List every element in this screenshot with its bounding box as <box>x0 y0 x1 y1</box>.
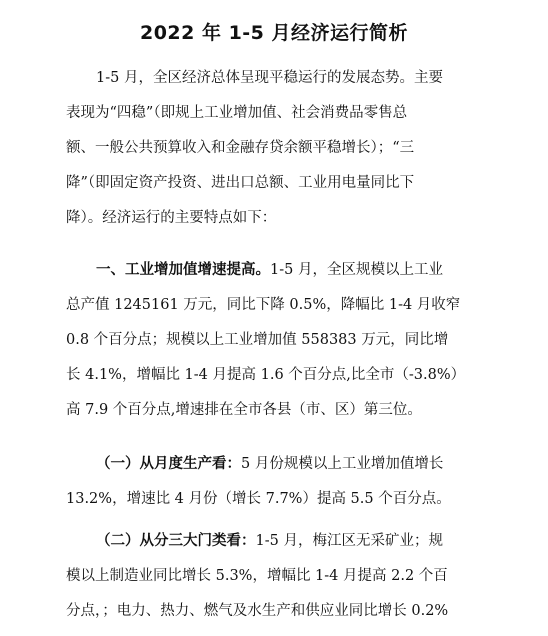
section-heading: 一、工业增加值增速提高。 <box>96 262 270 278</box>
intro-line: 降”（即固定资产投资、进出口总额、工业用电量同比下 <box>66 175 415 191</box>
section-line: 模以上制造业同比增长 5.3%，增幅比 1-4 月提高 2.2 个百 <box>66 568 448 584</box>
intro-line: 额、一般公共预算收入和金融存贷余额平稳增长）；“三 <box>66 140 415 156</box>
section-heading: （一）从月度生产看： <box>96 456 241 472</box>
section-line: 13.2%，增速比 4 月份（增长 7.7%）提高 5.5 个百分点。 <box>66 491 451 507</box>
section-three-categories <box>66 524 490 629</box>
section-first-line <box>66 524 490 559</box>
intro-line: 表现为“四稳”（即规上工业增加值、社会消费品零售总 <box>66 105 408 121</box>
section-monthly-production <box>66 447 490 517</box>
section-first-line <box>66 447 490 482</box>
section-text: 1-5 月，全区规模以上工业 <box>270 262 443 278</box>
intro-line: 降）。经济运行的主要特点如下： <box>66 210 277 226</box>
intro-line: 1-5 月，全区经济总体呈现平稳运行的发展态势。主要 <box>96 70 443 86</box>
section-line: 高 7.9 个百分点,增速排在全市各县（市、区）第三位。 <box>66 402 422 418</box>
section-first-line <box>66 253 490 288</box>
section-line: 总产值 1245161 万元，同比下降 0.5%，降幅比 1-4 月收窄 <box>66 297 461 313</box>
section-line: 分点，；电力、热力、燃气及水生产和供应业同比增长 0.2% <box>66 603 449 619</box>
document-title: 2022 年 1-5 月经济运行简析 <box>139 22 409 44</box>
section-text: 1-5 月，梅江区无采矿业；规 <box>255 533 443 549</box>
intro-paragraph <box>66 61 486 236</box>
section-text: 5 月份规模以上工业增加值增长 <box>241 456 444 472</box>
section-industrial-growth <box>66 253 490 428</box>
section-heading: （二）从分三大门类看： <box>96 533 256 549</box>
section-line: 长 4.1%，增幅比 1-4 月提高 1.6 个百分点,比全市（-3.8%） <box>66 367 466 383</box>
section-line: 0.8 个百分点；规模以上工业增加值 558383 万元，同比增 <box>66 332 449 348</box>
